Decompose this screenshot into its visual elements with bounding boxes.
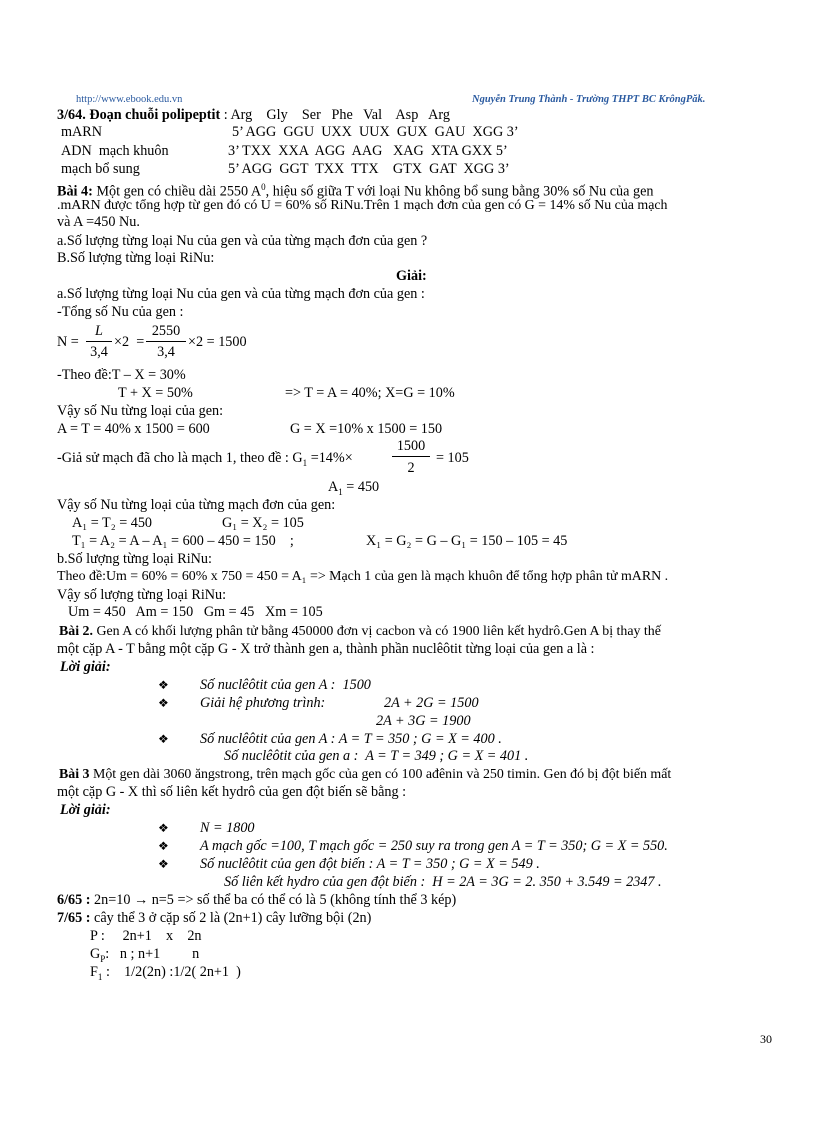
a1-res: = 450 — [342, 479, 380, 495]
bai2-title: Bài 2. — [59, 624, 93, 639]
a1-sub: 1 — [338, 486, 343, 497]
header-author: Nguyễn Trung Thành - Trường THPT BC KrôngPăk. — [472, 94, 706, 105]
q665-title: 6/65 : — [57, 892, 91, 908]
page-number: 30 — [760, 1032, 772, 1046]
bai4-p1b: , hiệu số giữa T với loại Nu không bổ sung bằng 30% số Nu của gen — [265, 183, 654, 200]
block364-title: 3/64. Đoạn chuỗi polipeptit — [57, 107, 221, 123]
bullet-icon: ❖ — [158, 696, 169, 710]
gs-den: 2 — [407, 460, 415, 476]
theode-line2: T + X = 50% — [118, 385, 193, 401]
b-heading: b.Số lượng từng loại RiNu: — [57, 551, 212, 567]
row-mrna-label: mARN — [61, 124, 102, 140]
gs-b: =14%× — [307, 450, 353, 466]
strand-r2b: X₁ = G₂ = G – G₁ = 150 – 105 = 45 — [366, 533, 568, 549]
bai2-l3: 2A + 3G = 1900 — [376, 713, 471, 729]
bai3-loigiai: Lời giải: — [60, 802, 111, 818]
bai2-l2b: 2A + 2G = 1500 — [384, 695, 479, 711]
bai3-l1: N = 1800 — [200, 820, 255, 836]
q765-text: cây thể 3 ở cặp số 2 là (2n+1) cây lưỡng bội (2n) — [90, 910, 372, 926]
bai2-loigiai: Lời giải: — [60, 659, 111, 675]
gs-line — [57, 450, 353, 472]
gp-a: G — [90, 946, 101, 962]
row-complement-label: mạch bổ sung — [61, 161, 140, 177]
theode-line2b: => T = A = 40%; X=G = 10% — [285, 385, 455, 401]
bai4-question-b: B.Số lượng từng loại RiNu: — [57, 250, 215, 266]
q765-title: 7/65 : — [57, 910, 91, 926]
n-frac-bar-2 — [146, 341, 186, 342]
f1-sub: 1 — [97, 971, 103, 982]
bullet-icon: ❖ — [158, 821, 169, 835]
bai3-line2: một cặp G - X thì số liên kết hydrô của gen đột biến sẽ bằng : — [57, 784, 407, 800]
rinu-counts: Um = 450 Am = 150 Gm = 45 Xm = 105 — [68, 604, 323, 620]
f1-a: F — [90, 964, 98, 980]
n-frac-bar-1 — [86, 341, 112, 342]
gp-sub: P — [100, 953, 106, 964]
n-x2: ×2 = — [114, 334, 145, 350]
a1-a: A — [328, 479, 339, 495]
n-frac-L: L — [95, 323, 103, 339]
block364-title-line — [57, 107, 450, 124]
vay1: Vậy số Nu từng loại của gen: — [57, 403, 224, 419]
n-frac-34b: 3,4 — [157, 344, 175, 360]
q665-text: 2n=10 → n=5 => số thể ba có thể có là 5 (không tính thể 3 kép) — [90, 892, 457, 908]
row-template-seq: 3’ TXX XXA AGG AAG XAG XTA GXX 5’ — [228, 143, 508, 159]
row-mrna-seq: 5’ AGG GGU UXX UUX GUX GAU XGG 3’ — [232, 124, 519, 140]
bai4-p1a: Một gen có chiều dài 2550 A — [92, 183, 262, 200]
q765-p: P : 2n+1 x 2n — [90, 928, 202, 944]
header-url[interactable]: http://www.ebook.edu.vn — [76, 94, 183, 105]
at-count: A = T = 40% x 1500 = 600 — [57, 421, 210, 437]
bai2-l2: Giải hệ phương trình: — [200, 695, 326, 711]
theode3: Theo đề:Um = 60% = 60% x 750 = 450 = A₁ => Mạch 1 của gen là mạch khuôn để tổng hợp phân tử mARN . — [57, 569, 669, 584]
bai2-l5: Số nuclêôtit của gen a : A = T = 349 ; G = X = 401 . — [224, 748, 529, 764]
bai4-p1sup: 0 — [261, 182, 266, 192]
bai4-line3: và A =450 Nu. — [57, 214, 140, 230]
block364-aa: : Arg Gly Ser Phe Val Asp Arg — [220, 107, 450, 123]
gs-sub: 1 — [302, 457, 308, 468]
a1-line — [328, 479, 379, 501]
row-template-label: ADN mạch khuôn — [61, 143, 169, 159]
strand-r1: A₁ = T₂ = 450 — [72, 515, 153, 531]
bullet-icon: ❖ — [158, 839, 169, 853]
bai3-l4: Số liên kết hydro của gen đột biến : H = 2A = 3G = 2. 350 + 3.549 = 2347 . — [224, 874, 662, 890]
bai4-total-label: -Tổng số Nu của gen : — [57, 304, 184, 320]
bai2-line1 — [59, 623, 661, 640]
n-result: ×2 = 1500 — [188, 334, 247, 350]
bai2-l4: Số nuclêôtit của gen A : A = T = 350 ; G = X = 400 . — [200, 731, 502, 747]
q665-line — [57, 892, 456, 909]
strand-r1b: G₁ = X₂ = 105 — [222, 515, 304, 531]
gs-a: -Giả sử mạch đã cho là mạch 1, theo đề : G — [57, 450, 303, 466]
gx-count: G = X =10% x 1500 = 150 — [290, 421, 443, 437]
gp-b: : n ; n+1 n — [105, 946, 200, 962]
bai2-line2: một cặp A - T bằng một cặp G - X trở thành gen a, thành phần nuclêôtit từng loại của gen a là : — [57, 641, 595, 657]
bai2-p1: Gen A có khối lượng phân tử bằng 450000 đơn vị cacbon và có 1900 liên kết hydrô.Gen A bị thay thế — [92, 624, 661, 639]
bai3-title: Bài 3 — [59, 767, 90, 782]
gs-res: = 105 — [436, 450, 469, 466]
gs-num: 1500 — [396, 438, 426, 454]
row-complement-seq: 5’ AGG GGT TXX TTX GTX GAT XGG 3’ — [228, 161, 510, 177]
bai3-l2: A mạch gốc =100, T mạch gốc = 250 suy ra trong gen A = T = 350; G = X = 550. — [200, 838, 668, 854]
vay2: Vậy số Nu từng loại của từng mạch đơn của gen: — [57, 497, 336, 513]
n-eq: N = — [57, 334, 79, 350]
theode-line1: -Theo đề:T – X = 30% — [57, 367, 186, 383]
bai3-line1 — [59, 766, 671, 783]
q765-line — [57, 910, 371, 927]
bai3-p1: Một gen dài 3060 ăngstrong, trên mạch gốc của gen có 100 ađênin và 250 timin. Gen đó bị đột biến mất — [89, 767, 672, 782]
n-frac-34a: 3,4 — [90, 344, 108, 360]
bai3-l3: Số nuclêôtit của gen đột biến : A = T = 350 ; G = X = 549 . — [200, 856, 540, 872]
bai4-question-a: a.Số lượng từng loại Nu của gen và của từng mạch đơn của gen ? — [57, 233, 428, 249]
bai4-a-heading: a.Số lượng từng loại Nu của gen và của từng mạch đơn của gen : — [57, 286, 425, 302]
bai4-line2: .mARN được tổng hợp từ gen đó có U = 60% số RiNu.Trên 1 mạch đơn của gen có G = 14% số Nu của mạch — [57, 198, 668, 213]
bullet-icon: ❖ — [158, 857, 169, 871]
q765-f1 — [90, 964, 241, 986]
bullet-icon: ❖ — [158, 678, 169, 692]
bullet-icon: ❖ — [158, 732, 169, 746]
gs-frac-bar — [392, 456, 430, 457]
n-frac-2550: 2550 — [151, 323, 181, 339]
bai4-solution-heading: Giải: — [396, 268, 427, 284]
f1-b: : 1/2(2n) :1/2( 2n+1 ) — [102, 964, 241, 980]
bai4-title: Bài 4: — [57, 183, 93, 200]
bai2-l1: Số nuclêôtit của gen A : 1500 — [200, 677, 371, 693]
strand-r2: T₁ = A₂ = A – A₁ = 600 – 450 = 150 ; — [72, 533, 294, 549]
vay3: Vậy số lượng từng loại RiNu: — [57, 587, 227, 603]
